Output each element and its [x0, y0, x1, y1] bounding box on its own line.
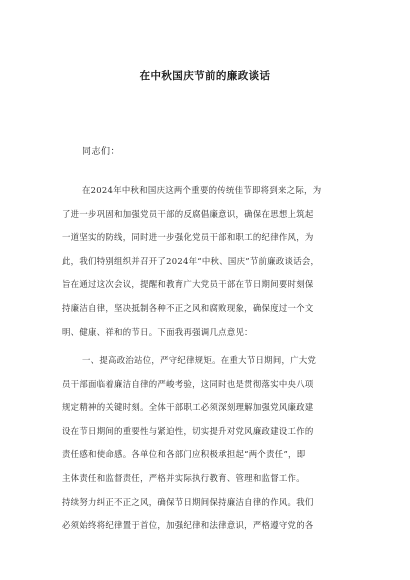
- paragraph-line: 员干部面临着廉洁自律的严峻考验，这同时也是贯彻落实中央八项: [62, 378, 314, 389]
- paragraph-point-one: [62, 349, 350, 538]
- paragraph-line: 持廉洁自律，坚决抵制各种不正之风和腐败现象，确保度过一个文: [62, 302, 314, 313]
- document-title: 在中秋国庆节前的廉政谈话: [139, 70, 271, 82]
- paragraph-line: 了进一步巩固和加强党员干部的反腐倡廉意识，确保在思想上筑起: [62, 208, 314, 219]
- paragraph-line: 明、健康、祥和的节日。下面我再强调几点意见：: [62, 326, 253, 337]
- paragraph-line: 持续努力纠正不正之风，确保节日期间保持廉洁自律的作风。我们: [62, 496, 314, 507]
- paragraph-line: 主体责任和监督责任，严格并实际执行教育、管理和监督工作。: [62, 472, 305, 483]
- paragraph-line: 一、提高政治站位，严守纪律规矩。在重大节日期间，广大党: [82, 355, 317, 365]
- paragraph-line: 设在节日期间的重要性与紧迫性，切实提升对党风廉政建设工作的: [62, 425, 314, 436]
- paragraph-intro: [62, 179, 350, 344]
- paragraph-line: 责任感和使命感。各单位和各部门应积极承担起“两个责任”，即: [62, 449, 306, 460]
- paragraph-line: 在2024年中秋和国庆这两个重要的传统佳节即将到来之际，为: [82, 185, 322, 195]
- paragraph-line: 一道坚实的防线，同时进一步强化党员干部和职工的纪律作风，为: [62, 232, 314, 243]
- salutation: 同志们：: [82, 147, 121, 157]
- paragraph-line: 规定精神的关键时刻。全体干部职工必须深刻理解加强党风廉政建: [62, 402, 314, 413]
- paragraph-line: 必须始终将纪律置于首位，加强纪律和法律意识，严格遵守党的各: [62, 520, 314, 531]
- paragraph-line: 旨在通过这次会议，提醒和教育广大党员干部在节日期间要时刻保: [62, 279, 314, 290]
- paragraph-line: 此，我们特别组织并召开了2024年“中秋、国庆”节前廉政谈话会，: [62, 255, 320, 266]
